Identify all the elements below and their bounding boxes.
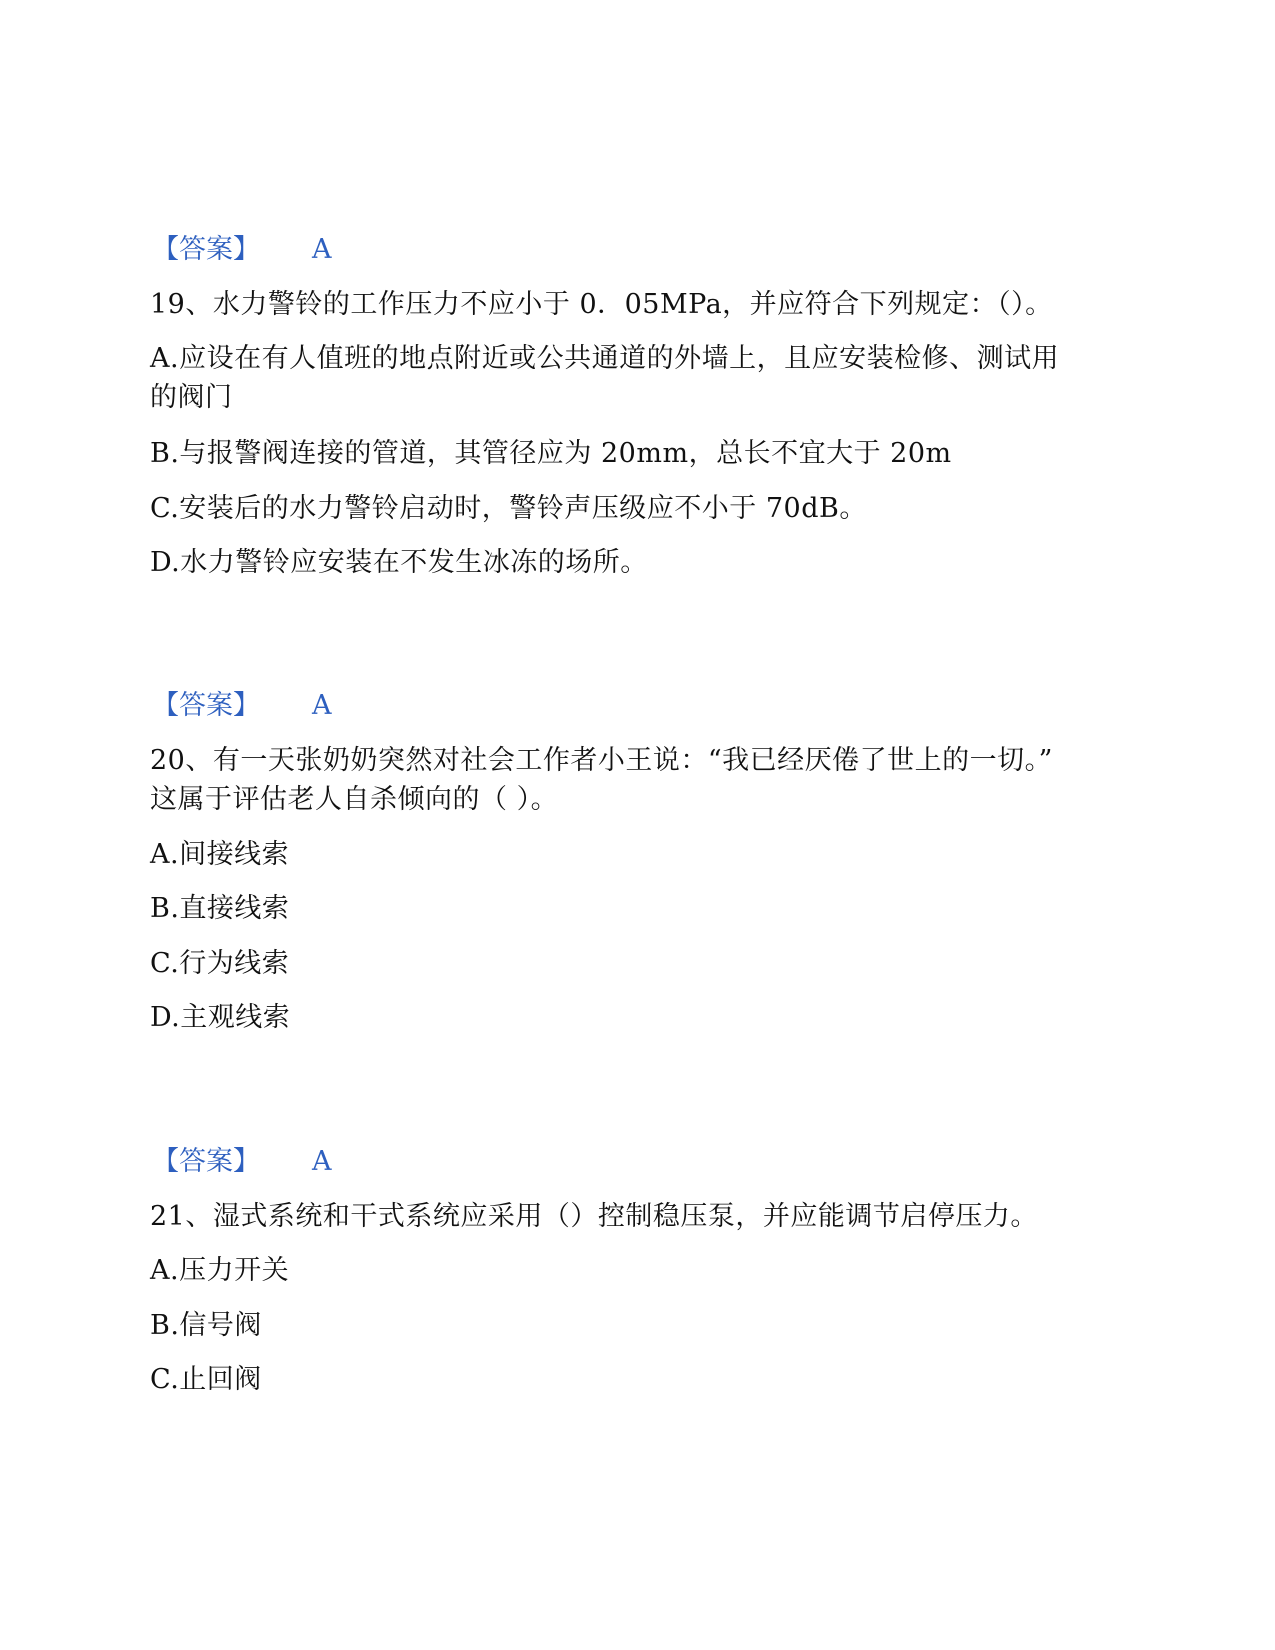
answer-label: 【答案】 (152, 1146, 260, 1177)
answer-label: 【答案】 (152, 234, 260, 265)
option-b: B.直接线索 (150, 893, 290, 924)
question-text: 19、水力警铃的工作压力不应小于 0．05MPa，并应符合下列规定：（）。 (150, 289, 1053, 320)
answer-value: A (312, 234, 332, 265)
option-c: C.安装后的水力警铃启动时，警铃声压级应不小于 70dB。 (150, 493, 867, 524)
question-text: 20、有一天张奶奶突然对社会工作者小王说：“我已经厌倦了世上的一切。” (150, 745, 1053, 776)
option-a: A.压力开关 (150, 1255, 290, 1286)
answer-line (152, 229, 332, 271)
option-a-cont: 的阀门 (150, 382, 233, 413)
question-text: 21、湿式系统和干式系统应采用（）控制稳压泵，并应能调节启停压力。 (150, 1201, 1038, 1232)
option-c: C.止回阀 (150, 1364, 262, 1395)
option-a: A.间接线索 (150, 839, 290, 870)
answer-value: A (312, 690, 332, 721)
option-a: A.应设在有人值班的地点附近或公共通道的外墙上，且应安装检修、测试用 (150, 343, 1060, 374)
question-text-cont: 这属于评估老人自杀倾向的（ ）。 (150, 784, 559, 815)
answer-line (152, 685, 332, 727)
answer-line (152, 1141, 332, 1183)
answer-value: A (312, 1146, 332, 1177)
option-c: C.行为线索 (150, 948, 290, 979)
option-b: B.信号阀 (150, 1310, 262, 1341)
option-d: D.水力警铃应安装在不发生冰冻的场所。 (150, 547, 648, 578)
option-d: D.主观线索 (150, 1002, 291, 1033)
option-b: B.与报警阀连接的管道，其管径应为 20mm，总长不宜大于 20m (150, 438, 952, 469)
answer-label: 【答案】 (152, 690, 260, 721)
